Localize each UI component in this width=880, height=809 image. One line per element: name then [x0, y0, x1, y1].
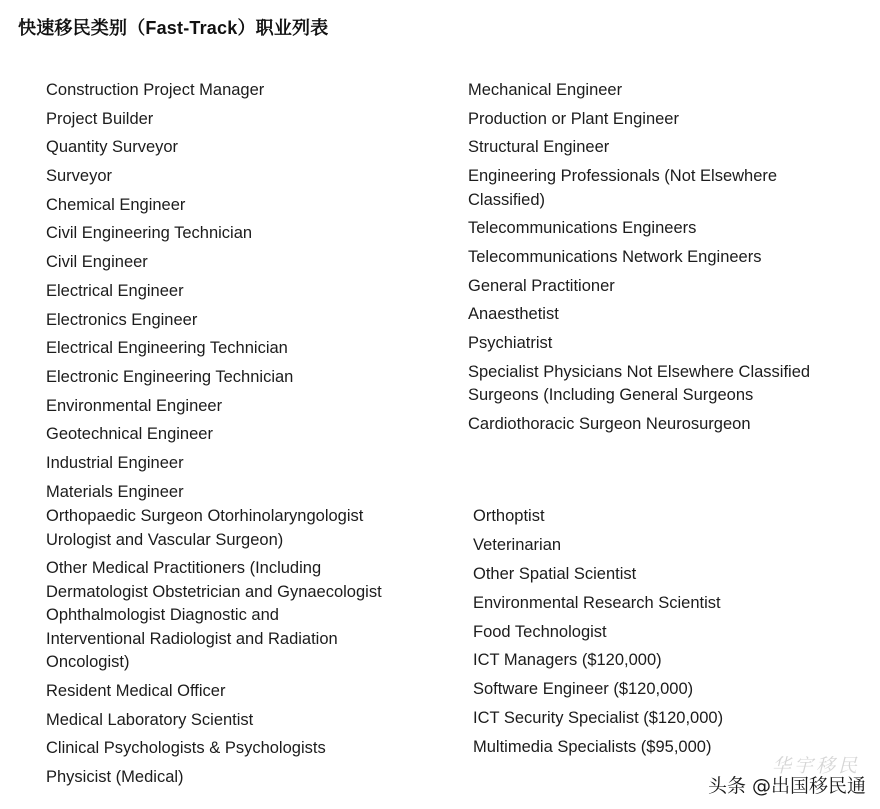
occupation-list-top-left — [46, 79, 456, 509]
occupation-item: Cardiothoracic Surgeon Neurosurgeon — [468, 414, 751, 433]
occupation-item: Geotechnical Engineer — [46, 425, 213, 444]
occupation-item: Chemical Engineer — [46, 195, 186, 214]
occupation-list-bottom-right — [473, 505, 873, 765]
occupation-item: Psychiatrist — [468, 334, 553, 352]
occupation-item: Electrical Engineer — [46, 281, 184, 300]
occupation-item: Industrial Engineer — [46, 453, 184, 472]
occupation-item: ICT Security Specialist ($120,000) — [473, 709, 724, 728]
occupation-item: Other Spatial Scientist — [473, 564, 637, 583]
occupation-item: Surveyor — [46, 167, 113, 186]
occupation-item: Physicist (Medical) — [46, 767, 184, 786]
occupation-item: Civil Engineer — [46, 253, 148, 272]
occupation-item: Civil Engineering Technician — [46, 224, 253, 243]
occupation-item: Production or Plant Engineer — [468, 109, 679, 128]
page-title: 快速移民类别（Fast-Track）职业列表 — [18, 18, 329, 38]
occupation-item: Resident Medical Officer — [46, 681, 226, 700]
occupation-item: General Practitioner — [468, 276, 615, 295]
occupation-item: Materials Engineer — [46, 482, 184, 501]
occupation-item: Mechanical Engineer — [468, 81, 623, 99]
occupation-item: Clinical Psychologists & Psychologists — [46, 739, 326, 758]
footer-source — [708, 769, 866, 799]
occupation-item: Telecommunications Network Engineers — [468, 247, 762, 266]
occupation-item: Environmental Research Scientist — [473, 593, 721, 612]
occupation-item: Multimedia Specialists ($95,000) — [473, 738, 712, 757]
occupation-item: Environmental Engineer — [46, 396, 223, 415]
occupation-item: Construction Project Manager — [46, 81, 265, 99]
occupation-item: Anaesthetist — [468, 305, 559, 324]
occupation-item: Electronics Engineer — [46, 310, 198, 329]
occupation-item: Veterinarian — [473, 535, 562, 554]
occupation-list-top-right — [468, 79, 868, 442]
occupation-item: Orthoptist — [473, 507, 545, 525]
occupation-item: Structural Engineer — [468, 138, 610, 157]
occupation-item: Food Technologist — [473, 622, 607, 641]
occupation-item: Other Medical Practitioners (Including Dermatologist Obstetrician and Gynaecologist Ophthalmologist Diagnostic and Interventional Radiologist and Radiation Oncologist) — [46, 559, 382, 672]
occupation-item: Telecommunications Engineers — [468, 219, 697, 238]
occupation-item: Electrical Engineering Technician — [46, 339, 288, 358]
occupation-item: Software Engineer ($120,000) — [473, 680, 694, 699]
occupation-item: Medical Laboratory Scientist — [46, 710, 254, 729]
occupation-item: Orthopaedic Surgeon Otorhinolaryngologist Urologist and Vascular Surgeon) — [46, 507, 364, 549]
occupation-item: Electronic Engineering Technician — [46, 367, 294, 386]
occupation-item: Project Builder — [46, 109, 154, 128]
occupation-item: Engineering Professionals (Not Elsewhere Classified) — [468, 167, 778, 209]
watermark-text: 华宇移民 — [772, 755, 861, 777]
occupation-item: ICT Managers ($120,000) — [473, 651, 662, 670]
occupation-item: Specialist Physicians Not Elsewhere Classified Surgeons (Including General Surgeons — [468, 362, 811, 405]
occupation-list-bottom-left — [46, 505, 456, 795]
footer-source-text: 头条 @出国移民通 — [707, 774, 866, 797]
occupation-item: Quantity Surveyor — [46, 138, 179, 157]
